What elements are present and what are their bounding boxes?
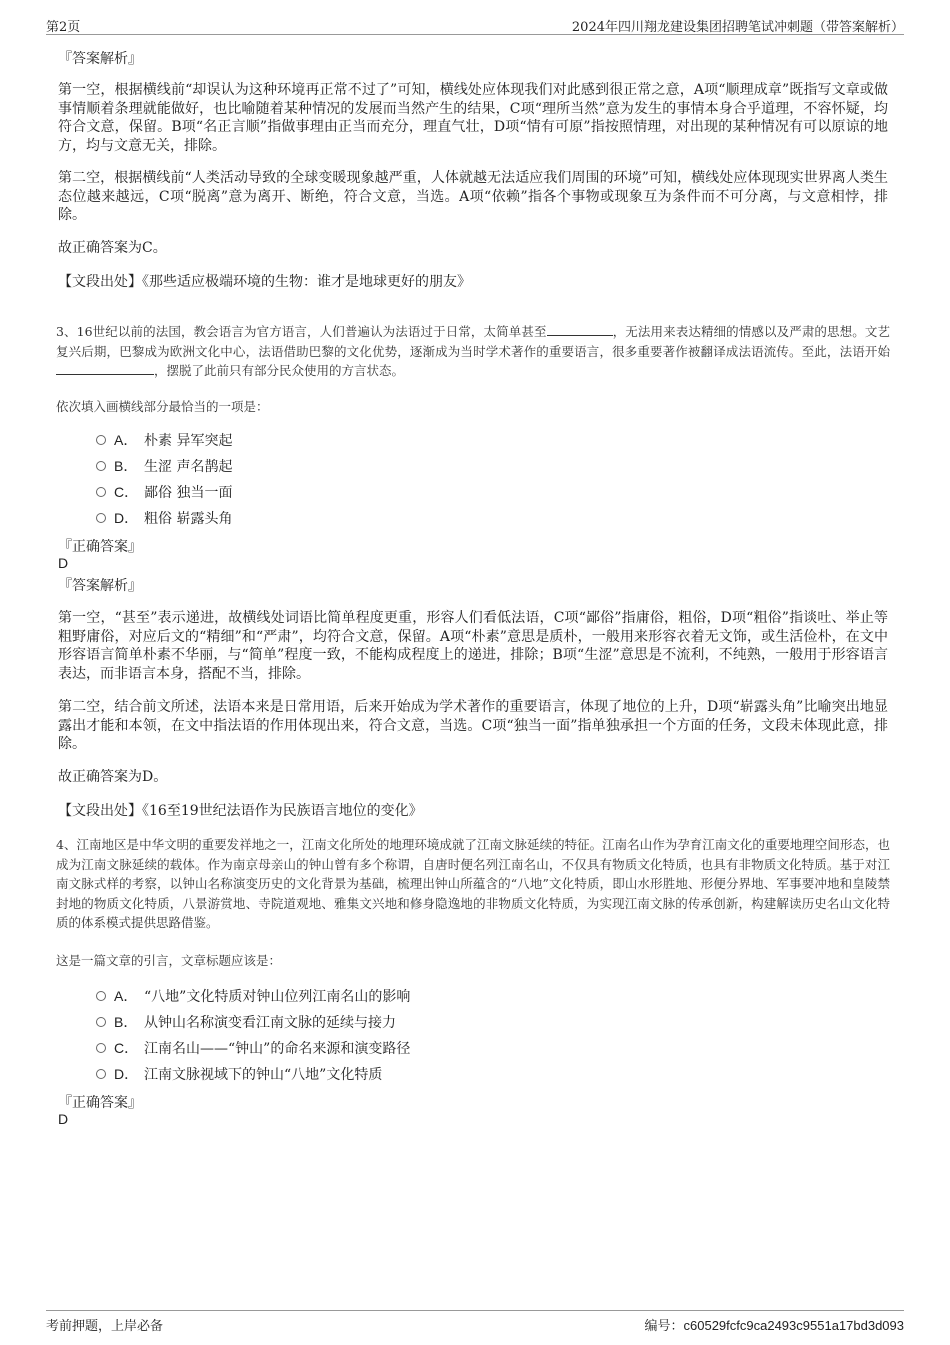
q4-prompt: 这是一篇文章的引言，文章标题应该是： xyxy=(56,953,282,968)
q3-option-d[interactable]: D． 粗俗 崭露头角 xyxy=(96,509,232,528)
radio-icon[interactable] xyxy=(96,1017,106,1027)
q4-option-d[interactable]: D． 江南文脉视域下的钟山“八地”文化特质 xyxy=(96,1065,382,1084)
q3-source: 【文段出处】《16至19世纪法语作为民族语言地位的变化》 xyxy=(58,803,423,819)
q4-option-c[interactable]: C． 江南名山——“钟山”的命名来源和演变路径 xyxy=(96,1039,410,1058)
q3-correct-answer: D xyxy=(58,555,69,571)
q3-question-text: 3、16世纪以前的法国，教会语言为官方语言，人们普遍认为法语过于日常，太简单甚至 ，无法用来表达精细的情感以及严肃的思想。文艺复兴后期，巴黎成为欧洲文化中心，法语借助巴黎的文化优势，逐渐成为当时学术著作的重要语言，很多重要著作被翻译成法语流传。至此，法语开始，摆脱了此前只有部分民众使用的方言状态。 xyxy=(56,324,890,378)
document-code: 编号：c60529fcfc9ca2493c9551a17bd3d093 xyxy=(644,1318,904,1333)
q4-correct-answer: D xyxy=(58,1111,69,1127)
radio-icon[interactable] xyxy=(96,435,106,445)
q3-blank-2 xyxy=(56,362,154,375)
q2-source: 【文段出处】《那些适应极端环境的生物：谁才是地球更好的朋友》 xyxy=(58,274,471,290)
page-header xyxy=(46,14,904,35)
q3-option-c[interactable]: C． 鄙俗 独当一面 xyxy=(96,483,232,502)
footer-note: 考前押题，上岸必备 xyxy=(46,1319,164,1334)
q3-correct-label: 『正确答案』 xyxy=(58,539,142,555)
q4-option-b[interactable]: B． 从钟山名称演变看江南文脉的延续与接力 xyxy=(96,1013,396,1032)
q2-analysis-paragraph-2: 第二空，根据横线前“人类活动导致的全球变暖现象越严重，人体就越无法适应我们周围的环境”可知，横线处应体现现实世界离人类生态位越来越远，C项“脱离”意为离开、断绝，符合文意，当选。A项“依赖”指各个事物或现象互为条件而不可分离，与文意相悖，排除。 xyxy=(58,170,888,223)
q2-analysis-label: 『答案解析』 xyxy=(58,51,142,67)
q3-conclusion: 故正确答案为D。 xyxy=(58,769,168,785)
q3-analysis-paragraph-1: 第一空，“甚至”表示递进，故横线处词语比简单程度更重，形容人们看低法语，C项“鄙俗”指庸俗，粗俗，D项“粗俗”指谈吐、举止等粗野庸俗，对应后文的“精细”和“严肃”，均符合文意，保留。A项“朴素”意思是质朴，一般用来形容衣着无文饰，或生活俭朴，在文中形容语言简单朴素不华丽，与“简单”程度一致，不能构成程度上的递进，排除；B项“生涩”意思是不流利，不纯熟，一般用于形容语言表达，而非语言本身，搭配不当，排除。 xyxy=(58,610,888,682)
q3-analysis-paragraph-2: 第二空，结合前文所述，法语本来是日常用语，后来开始成为学术著作的重要语言，体现了地位的上升，D项“崭露头角”比喻突出地显露出才能和本领，在文中指法语的作用体现出来，符合文意，当选。C项“独当一面”指单独承担一个方面的任务，文段未体现此意，排除。 xyxy=(58,699,888,752)
radio-icon[interactable] xyxy=(96,513,106,523)
q3-prompt: 依次填入画横线部分最恰当的一项是： xyxy=(56,399,269,414)
q4-option-a[interactable]: A． “八地”文化特质对钟山位列江南名山的影响 xyxy=(96,987,410,1006)
radio-icon[interactable] xyxy=(96,487,106,497)
q3-analysis-label: 『答案解析』 xyxy=(58,578,142,594)
page-number: 第2页 xyxy=(46,20,81,35)
document-title: 2024年四川翔龙建设集团招聘笔试冲刺题（带答案解析） xyxy=(571,20,904,35)
radio-icon[interactable] xyxy=(96,991,106,1001)
q2-analysis-paragraph-1: 第一空，根据横线前“却误认为这种环境再正常不过了”可知，横线处应体现我们对此感到很正常之意，A项“顺理成章”既指写文章或做事情顺着条理就能做好，也比喻随着某种情况的发展而当然产生的结果，C项“理所当然”意为发生的事情本身合乎道理，不容怀疑，均符合文意，保留。B项“名正言顺”指做事理由正当而充分，理直气壮，D项“情有可原”指按照情理，对出现的某种情况有可以原谅的地方，均与文意无关，排除。 xyxy=(58,82,888,154)
q4-correct-label: 『正确答案』 xyxy=(58,1095,142,1111)
page-footer xyxy=(46,1310,904,1333)
radio-icon[interactable] xyxy=(96,1043,106,1053)
radio-icon[interactable] xyxy=(96,1069,106,1079)
q3-blank-1 xyxy=(547,323,613,336)
q2-conclusion: 故正确答案为C。 xyxy=(58,240,167,256)
q3-option-a[interactable]: A． 朴素 异军突起 xyxy=(96,431,232,450)
q4-question-text: 4、江南地区是中华文明的重要发祥地之一，江南文化所处的地理环境成就了江南文脉延续的特征。江南名山作为孕育江南文化的重要地理空间形态，也成为江南文脉延续的载体。作为南京母亲山的钟山曾有多个称谓，自唐时便名列江南名山，不仅具有物质文化特质，也具有非物质文化特质。基于对江南文脉式样的考察，以钟山名称演变历史的文化背景为基础，梳理出钟山所蕴含的“八地”文化特质，即山水形胜地、形便分界地、军事要冲地和皇陵禁封地的物质文化特质，八景游赏地、寺院道观地、雅集文兴地和修身隐逸地的非物质文化特质，为实现江南文脉的传承创新，构建解读历史名山文化特质的体系模式提供思路借鉴。 xyxy=(56,837,890,930)
radio-icon[interactable] xyxy=(96,461,106,471)
q3-option-b[interactable]: B． 生涩 声名鹊起 xyxy=(96,457,232,476)
